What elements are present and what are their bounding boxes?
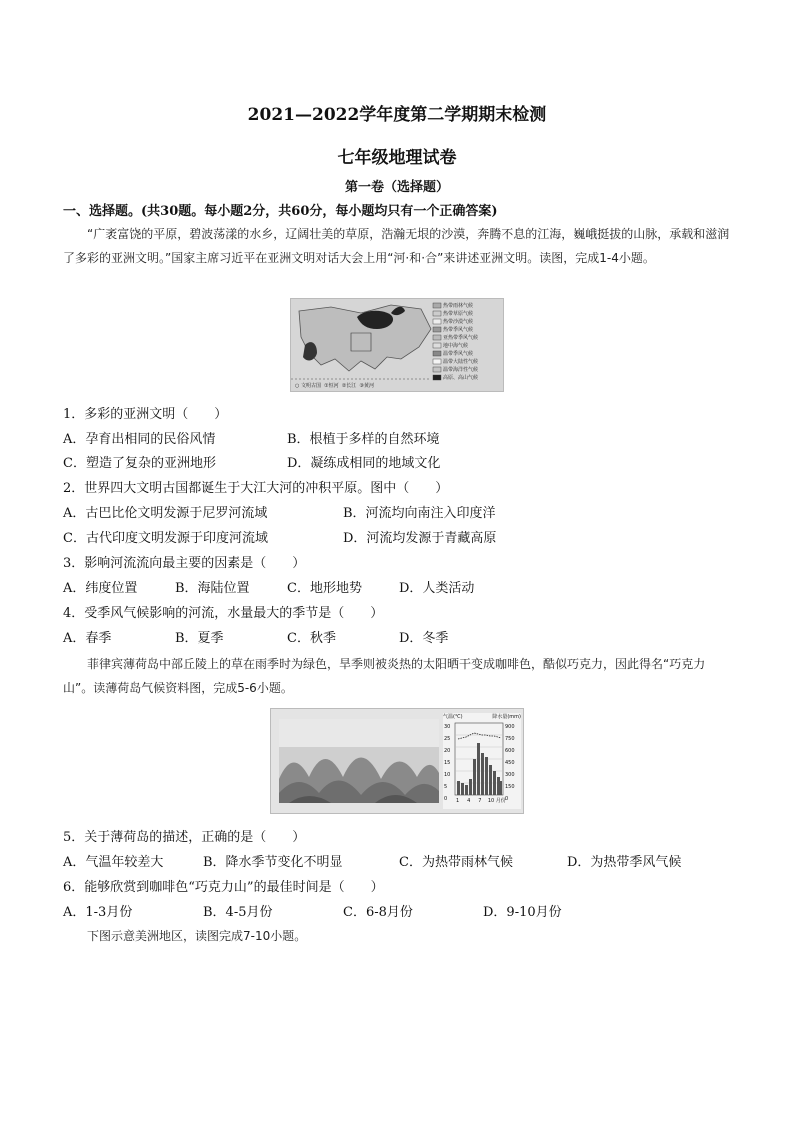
climate-chart (443, 713, 521, 809)
legend-item: 热带季风气候 (443, 327, 474, 333)
legend-item: 高原、高山气候 (443, 375, 479, 381)
question-3: 3．影响河流流向最主要的因素是（ ） (63, 556, 306, 571)
option-1b: B．根植于多样的自然环境 (287, 432, 440, 447)
legend-item: 亚热带季风气候 (443, 335, 479, 341)
map-caption-item: ③黄河 (359, 383, 374, 389)
question-2: 2．世界四大文明古国都诞生于大江大河的冲积平原。图中（ ） (63, 481, 449, 496)
section-heading: 一、选择题。(共30题。每小题2分，共60分，每小题均只有一个正确答案) (63, 204, 498, 219)
legend-item: 热带雨林气候 (443, 303, 474, 309)
option-5c: C．为热带雨林气候 (399, 855, 513, 870)
option-3a: A．纬度位置 (63, 581, 138, 596)
y-left-tick: 10 (444, 772, 451, 778)
option-1c: C．塑造了复杂的亚洲地形 (63, 456, 216, 471)
y-left-tick: 15 (444, 760, 451, 766)
part-title: 第一卷（选择题） (344, 180, 449, 195)
map-caption (295, 382, 374, 389)
option-2b: B．河流均向南注入印度洋 (343, 506, 496, 521)
question-1: 1．多彩的亚洲文明（ ） (63, 407, 228, 422)
option-3d: D．人类活动 (399, 581, 475, 596)
option-5d: D．为热带季风气候 (567, 855, 682, 870)
y-left-axis-label: 气温(℃) (443, 714, 463, 720)
y-right-tick: 750 (505, 736, 515, 742)
passage-3: 下图示意美洲地区，读图完成7-10小题。 (87, 929, 307, 943)
question-5: 5．关于薄荷岛的描述，正确的是（ ） (63, 830, 306, 845)
legend-item: 温带季风气候 (443, 351, 474, 357)
question-4: 4．受季风气候影响的河流，水量最大的季节是（ ） (63, 606, 384, 621)
option-6c: C．6-8月份 (343, 905, 413, 920)
x-tick: 7 (478, 798, 482, 804)
x-tick: 1 (456, 798, 460, 804)
option-4d: D．冬季 (399, 631, 449, 646)
y-left-tick: 5 (444, 784, 448, 790)
option-4c: C．秋季 (287, 631, 336, 646)
option-4a: A．春季 (63, 631, 112, 646)
option-1d: D．凝练成相同的地域文化 (287, 456, 441, 471)
chocolate-hills-figure (270, 708, 524, 814)
y-right-axis-label: 降水量(mm) (492, 714, 521, 720)
asia-climate-map (290, 298, 504, 392)
map-caption-item: ○ 文明古国 (295, 383, 321, 389)
y-right-tick: 0 (505, 796, 509, 802)
y-right-tick: 900 (505, 724, 515, 730)
x-axis-unit: 月份 (495, 798, 506, 804)
option-6a: A．1-3月份 (63, 905, 133, 920)
map-caption-item: ①恒河 (324, 383, 339, 389)
y-left-tick: 0 (444, 796, 448, 802)
option-3c: C．地形地势 (287, 581, 362, 596)
y-left-tick: 25 (444, 736, 451, 742)
option-2a: A．古巴比伦文明发源于尼罗河流域 (63, 506, 268, 521)
y-left-tick: 30 (444, 724, 451, 730)
y-right-tick: 300 (505, 772, 515, 778)
option-5a: A．气温年较差大 (63, 855, 164, 870)
option-6b: B．4-5月份 (203, 905, 273, 920)
legend-item: 温带大陆性气候 (443, 359, 479, 365)
option-3b: B．海陆位置 (175, 581, 250, 596)
legend-item: 地中海气候 (443, 343, 469, 349)
option-2d: D．河流均发源于青藏高原 (343, 531, 497, 546)
y-right-tick: 150 (505, 784, 515, 790)
x-tick: 4 (467, 798, 471, 804)
map-caption-item: ②长江 (341, 383, 357, 389)
y-right-tick: 450 (505, 760, 515, 766)
exam-subtitle: 七年级地理试卷 (337, 148, 457, 168)
question-6: 6．能够欣赏到咖啡色“巧克力山”的最佳时间是（ ） (63, 880, 384, 895)
option-5b: B．降水季节变化不明显 (203, 855, 343, 870)
chocolate-hills-photo (279, 719, 439, 803)
option-2c: C．古代印度文明发源于印度河流域 (63, 531, 268, 546)
passage-2: 菲律宾薄荷岛中部丘陵上的草在雨季时为绿色，旱季则被炎热的太阳晒干变成咖啡色，酷似巧克力，因此得名“巧克力山”。读薄荷岛气候资料图，完成5-6小题。 (63, 657, 706, 695)
y-left-tick: 20 (444, 748, 451, 754)
legend-item: 温带海洋性气候 (443, 367, 479, 373)
y-right-tick: 600 (505, 748, 515, 754)
exam-title: 2021—2022学年度第二学期期末检测 (247, 105, 547, 125)
legend-item: 热带草原气候 (443, 311, 474, 317)
passage-1: “广袤富饶的平原，碧波荡漾的水乡，辽阔壮美的草原，浩瀚无垠的沙漠，奔腾不息的江海，巍峨挺拔的山脉，承载和滋润了多彩的亚洲文明。”国家主席习近平在亚洲文明对话大会上用“河·和·合”来讲述亚洲文明。读图，完成1-4小题。 (63, 227, 730, 265)
option-6d: D．9-10月份 (483, 905, 562, 920)
option-4b: B．夏季 (175, 631, 224, 646)
option-1a: A．孕育出相同的民俗风情 (63, 432, 216, 447)
legend-item: 热带沙漠气候 (443, 319, 474, 325)
x-tick: 10 (487, 798, 495, 804)
